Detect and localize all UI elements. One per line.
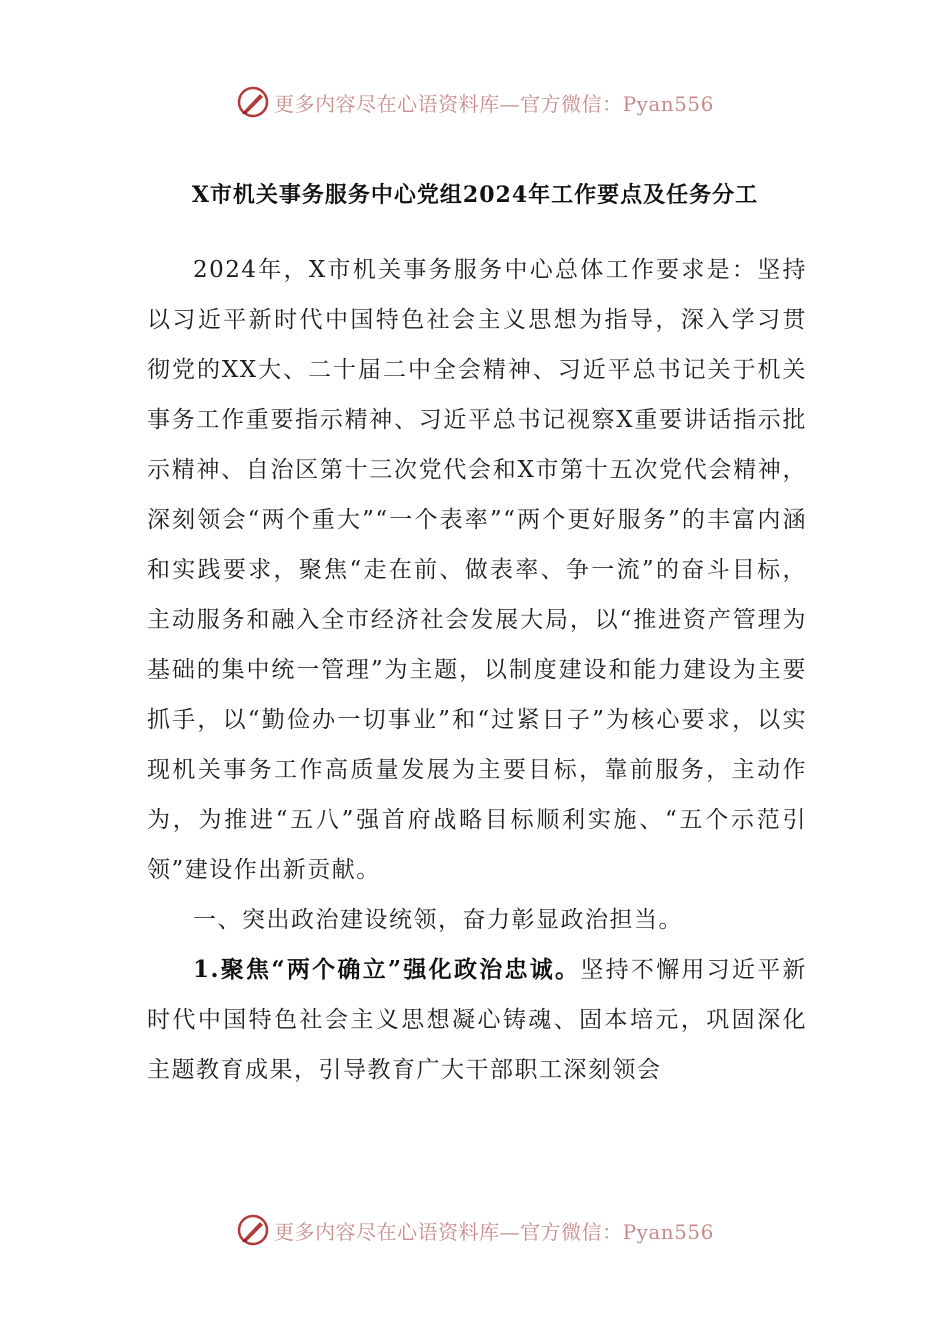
header-banner-text: 更多内容尽在心语资料库—官方微信：Pyan556 <box>274 91 714 116</box>
document-title: X市机关事务服务中心党组2024年工作要点及任务分工 <box>191 182 759 208</box>
section-1-heading: 一、突出政治建设统领，奋力彰显政治担当。 <box>193 907 683 933</box>
document-body <box>147 245 807 1095</box>
pen-logo-icon <box>236 85 270 119</box>
pen-logo-icon <box>236 1213 270 1247</box>
header-banner <box>0 82 950 122</box>
item-1-lead: 1.聚焦“两个确立”强化政治忠诚。 <box>193 956 581 983</box>
footer-banner <box>0 1210 950 1250</box>
footer-banner-text: 更多内容尽在心语资料库—官方微信：Pyan556 <box>274 1219 714 1244</box>
item-1-text: 坚持不懈用习近平新时代中国特色社会主义思想凝心铸魂、固本培元，巩固深化主题教育成果，引导教育广大干部职工深刻领会 <box>147 957 807 1083</box>
item-1-paragraph <box>147 945 807 1095</box>
intro-paragraph: 2024年，X市机关事务服务中心总体工作要求是：坚持以习近平新时代中国特色社会主义思想为指导，深入学习贯彻党的XX大、二十届二中全会精神、习近平总书记关于机关事务工作重要指示精神、习近平总书记视察X重要讲话指示批示精神、自治区第十三次党代会和X市第十五次党代会精神，深刻领会“两个重大”“一个表率”“两个更好服务”的丰富内涵和实践要求，聚焦“走在前、做表率、争一流”的奋斗目标，主动服务和融入全市经济社会发展大局，以“推进资产管理为基础的集中统一管理”为主题，以制度建设和能力建设为主要抓手，以“勤俭办一切事业”和“过紧日子”为核心要求，以实现机关事务工作高质量发展为主要目标，靠前服务，主动作为，为推进“五八”强首府战略目标顺利实施、“五个示范引领”建设作出新贡献。 <box>147 257 807 883</box>
